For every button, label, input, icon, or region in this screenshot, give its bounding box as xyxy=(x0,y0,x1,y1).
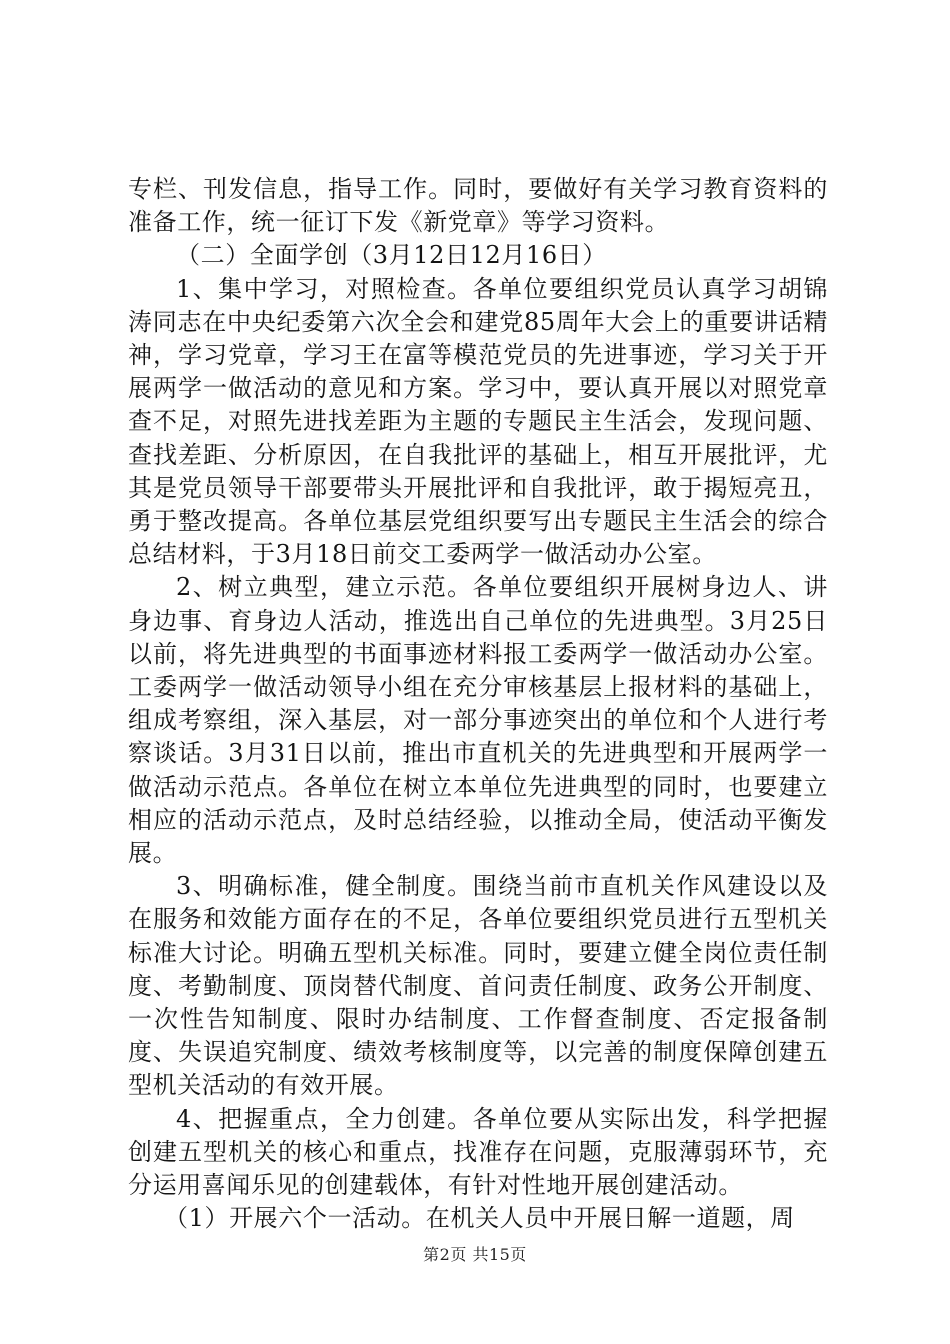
document-body xyxy=(128,173,828,1236)
paragraph-models-examples: 2、树立典型，建立示范。各单位要组织开展树身边人、讲身边事、育身边人活动，推选出自己单位的先进典型。3月25日以前，将先进典型的书面事迹材料报工委两学一做活动办公室。工委两学一做活动领导小组在充分审核基层上报材料的基础上，组成考察组，深入基层，对一部分事迹突出的单位和个人进行考察谈话。3月31日以前，推出市直机关的先进典型和开展两学一做活动示范点。各单位在树立本单位先进典型的同时，也要建立相应的活动示范点，及时总结经验，以推动全局，使活动平衡发展。 xyxy=(128,573,828,868)
paragraph-standards-system: 3、明确标准，健全制度。围绕当前市直机关作风建设以及在服务和效能方面存在的不足，各单位要组织党员进行五型机关标准大讨论。明确五型机关标准。同时，要建立健全岗位责任制度、考勤制度、顶岗替代制度、首问责任制度、政务公开制度、一次性告知制度、限时办结制度、工作督查制度、否定报备制度、失误追究制度、绩效考核制度等，以完善的制度保障创建五型机关活动的有效开展。 xyxy=(128,872,828,1100)
paragraph-six-activities: （1）开展六个一活动。在机关人员中开展日解一道题，周 xyxy=(164,1204,795,1233)
page-number-footer: 第2页 共15页 xyxy=(423,1245,527,1264)
paragraph-key-focus: 4、把握重点，全力创建。各单位要从实际出发，科学把握创建五型机关的核心和重点，找准存在问题，克服薄弱环节，充分运用喜闻乐见的创建载体，有针对性地开展创建活动。 xyxy=(128,1104,828,1200)
section-subheading: （二）全面学创（3月12日12月16日） xyxy=(176,241,607,270)
paragraph-study-review: 1、集中学习，对照检查。各单位要组织党员认真学习胡锦涛同志在中央纪委第六次全会和建党85周年大会上的重要讲话精神，学习党章，学习王在富等模范党员的先进事迹，学习关于开展两学一做活动的意见和方案。学习中，要认真开展以对照党章查不足，对照先进找差距为主题的专题民主生活会，发现问题、查找差距、分析原因，在自我批评的基础上，相互开展批评，尤其是党员领导干部要带头开展批评和自我批评，敢于揭短亮丑，勇于整改提高。各单位基层党组织要写出专题民主生活会的综合总结材料，于3月18日前交工委两学一做活动办公室。 xyxy=(128,274,828,569)
paragraph-continuation: 专栏、刊发信息，指导工作。同时，要做好有关学习教育资料的准备工作，统一征订下发《新党章》等学习资料。 xyxy=(128,175,828,237)
